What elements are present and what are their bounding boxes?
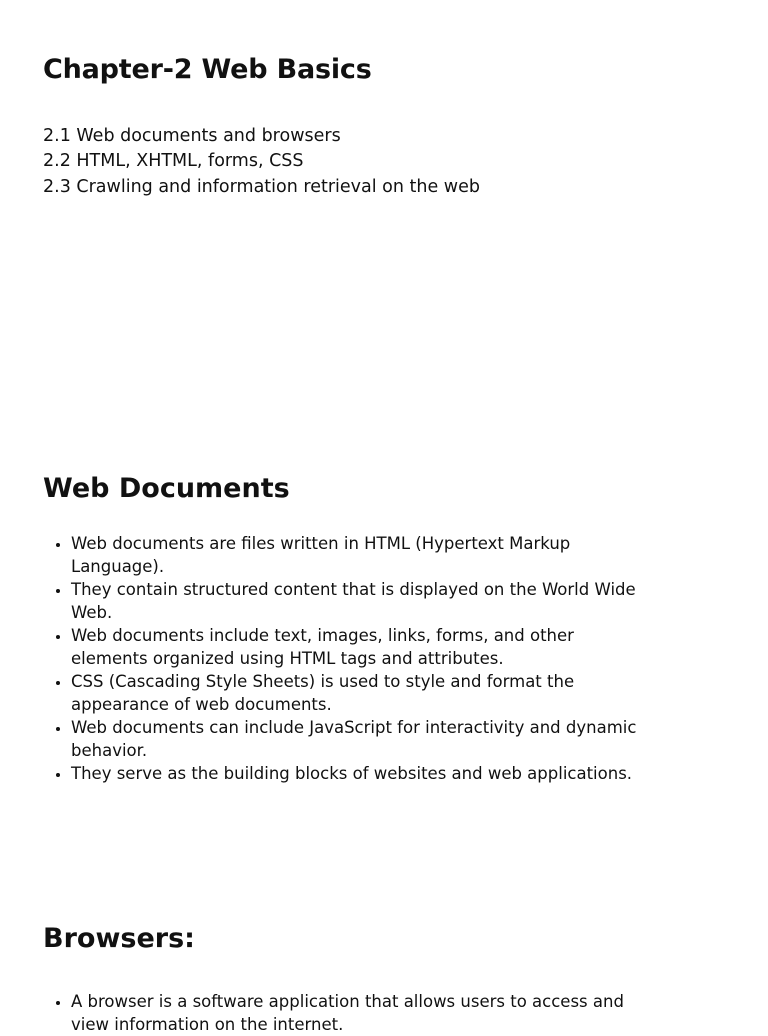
- list-item: • They contain structured content that is displayed on the World Wide Web.: [71, 578, 655, 624]
- list-item: • Web documents are files written in HTML (Hypertext Markup Language).: [71, 532, 655, 578]
- list-item: • Web documents include text, images, links, forms, and other elements organized using HTML tags and attributes.: [71, 624, 655, 670]
- list-item: • CSS (Cascading Style Sheets) is used to style and format the appearance of web documents.: [71, 670, 655, 716]
- list-item: • A browser is a software application that allows users to access and view information on the internet.: [71, 990, 655, 1036]
- browsers-list: [43, 990, 655, 1036]
- chapter-title: Chapter-2 Web Basics: [43, 54, 372, 85]
- toc-item: 2.1 Web documents and browsers: [43, 126, 341, 146]
- web-documents-list: [43, 532, 655, 785]
- web-documents-heading: Web Documents: [43, 473, 290, 504]
- table-of-contents: [43, 124, 480, 200]
- browsers-heading: Browsers:: [43, 923, 195, 954]
- list-item: • Web documents can include JavaScript for interactivity and dynamic behavior.: [71, 716, 655, 762]
- toc-item: 2.2 HTML, XHTML, forms, CSS: [43, 151, 304, 172]
- list-item: • They serve as the building blocks of websites and web applications.: [71, 762, 655, 785]
- toc-item: 2.3 Crawling and information retrieval on the web: [43, 176, 480, 197]
